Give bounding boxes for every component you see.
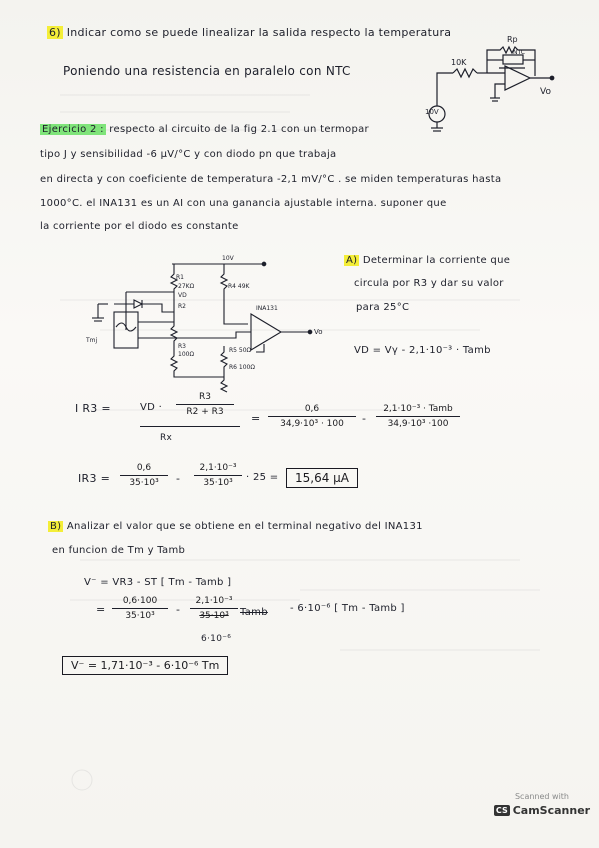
camscanner-logo-icon: CS xyxy=(495,806,508,815)
ex2-line-4: 1000°C. el INA131 es un AI con una ganancia ajustable interna. suponer que xyxy=(40,198,447,209)
q6-r1-label: 10K xyxy=(451,58,467,67)
calc3-fraction-1 xyxy=(112,596,168,621)
calc3-under: 6·10⁻⁶ xyxy=(201,634,232,644)
calc2-num-2: 2,1·10⁻³ xyxy=(199,463,237,473)
calc2-lhs: IR3 = xyxy=(78,472,111,485)
q6-statement xyxy=(47,26,451,39)
c2-r3: R3 xyxy=(178,343,186,350)
q6-ntc-label: NTC xyxy=(513,49,525,56)
c2-tmj: Tmj xyxy=(86,337,98,344)
q6-source-label: 10V xyxy=(425,108,439,116)
calc2-result-box: 15,64 μA xyxy=(286,468,358,488)
ex2-label: Ejercicio 2 : xyxy=(42,124,104,135)
calc1-main-bar xyxy=(140,424,240,429)
calc1-num-1: R3 xyxy=(199,392,211,402)
q6-circuit xyxy=(425,28,575,138)
calc3-minus: - xyxy=(176,603,181,616)
c2-vo: Vo xyxy=(314,328,323,336)
partB-tag: B) xyxy=(50,521,62,532)
ex2-text-1: respecto al circuito de la fig 2.1 con un termopar xyxy=(109,124,369,135)
calc3-num-1: 0,6·100 xyxy=(122,596,158,606)
partA-line-1 xyxy=(344,255,510,266)
calc3-equals: = xyxy=(96,603,106,616)
camscanner-watermark xyxy=(495,792,591,830)
calc2-den-1: 35·10³ xyxy=(129,478,159,488)
partA-line-2: circula por R3 y dar su valor xyxy=(354,278,504,289)
calc1-lhs: I R3 = xyxy=(75,402,111,415)
c2-r3-value: 100Ω xyxy=(178,351,195,358)
calc1-den-3: 34,9·10³ ·100 xyxy=(387,419,449,429)
partB-text-1: Analizar el valor que se obtiene en el terminal negativo del INA131 xyxy=(66,521,423,532)
calc2-fraction-1 xyxy=(120,463,168,488)
scanned-with-text: Scanned with xyxy=(514,792,570,801)
q6-text: Indicar como se puede linealizar la salida respecto la temperatura xyxy=(66,26,452,39)
partA-tag: A) xyxy=(346,255,358,266)
ex2-line-1 xyxy=(40,124,369,135)
partA-vd-equation: VD = Vγ - 2,1·10⁻³ · Tamb xyxy=(354,345,491,356)
c2-r5: R5 50Ω xyxy=(229,347,252,354)
c2-r1-value: 27KΩ xyxy=(178,283,195,290)
calc2-num-1: 0,6 xyxy=(136,463,152,473)
c2-r1: R1 xyxy=(176,274,184,281)
calc1-vd: VD · xyxy=(140,402,163,413)
q6-rp-label: Rp xyxy=(507,35,518,44)
c2-r6: R6 100Ω xyxy=(229,364,255,371)
c2-vd: VD xyxy=(178,292,187,299)
calc1-den-1: R2 + R3 xyxy=(186,407,224,417)
calc1-minus: - xyxy=(362,412,367,425)
calc3-fraction-2 xyxy=(190,596,238,621)
calc3-line-1: V⁻ = VR3 - ST [ Tm - Tamb ] xyxy=(84,577,232,588)
calc3-den-1: 35·10³ xyxy=(125,611,155,621)
c2-ina: INA131 xyxy=(256,305,278,312)
c2-r4: R4 49K xyxy=(228,283,250,290)
q6-vo-label: Vo xyxy=(540,87,551,97)
calc2-minus: - xyxy=(176,472,181,485)
q6-tag: 6) xyxy=(49,26,61,39)
calc1-fraction-1 xyxy=(176,392,234,417)
partA-text-1: Determinar la corriente que xyxy=(362,255,511,266)
calc1-equals: = xyxy=(251,412,261,425)
partB-line-1 xyxy=(48,521,423,532)
calc3-tamb: Tamb xyxy=(240,607,268,618)
calc1-num-3: 2,1·10⁻³ · Tamb xyxy=(383,404,453,414)
calc3-num-2: 2,1·10⁻³ xyxy=(195,596,233,606)
q6-answer: Poniendo una resistencia en paralelo con NTC xyxy=(63,64,351,78)
calc3-den-2: 35·10³ xyxy=(199,611,229,621)
final-answer-box: V⁻ = 1,71·10⁻³ - 6·10⁻⁶ Tm xyxy=(62,656,228,675)
ex2-line-2: tipo J y sensibilidad -6 μV/°C y con diodo pn que trabaja xyxy=(40,149,337,160)
ex2-line-5: la corriente por el diodo es constante xyxy=(40,221,239,232)
calc1-fraction-2 xyxy=(268,404,356,429)
camscanner-name: CamScanner xyxy=(512,804,591,817)
c2-10v: 10V xyxy=(222,255,234,262)
calc1-rx: Rx xyxy=(160,433,173,443)
partA-line-3: para 25°C xyxy=(356,302,410,313)
fig-2-1-circuit xyxy=(86,252,336,397)
calc2-fraction-2 xyxy=(194,463,242,488)
calc1-fraction-3 xyxy=(376,404,460,429)
calc1-num-2: 0,6 xyxy=(304,404,320,414)
calc1-den-2: 34,9·10³ · 100 xyxy=(280,419,344,429)
ex2-line-3: en directa y con coeficiente de temperatura -2,1 mV/°C . se miden temperaturas hasta xyxy=(40,174,502,185)
partB-line-2: en funcion de Tm y Tamb xyxy=(52,545,186,556)
calc2-mid: · 25 = xyxy=(246,472,279,483)
c2-r2: R2 xyxy=(178,303,186,310)
calc3-tail: - 6·10⁻⁶ [ Tm - Tamb ] xyxy=(290,603,405,614)
calc2-den-2: 35·10³ xyxy=(203,478,233,488)
